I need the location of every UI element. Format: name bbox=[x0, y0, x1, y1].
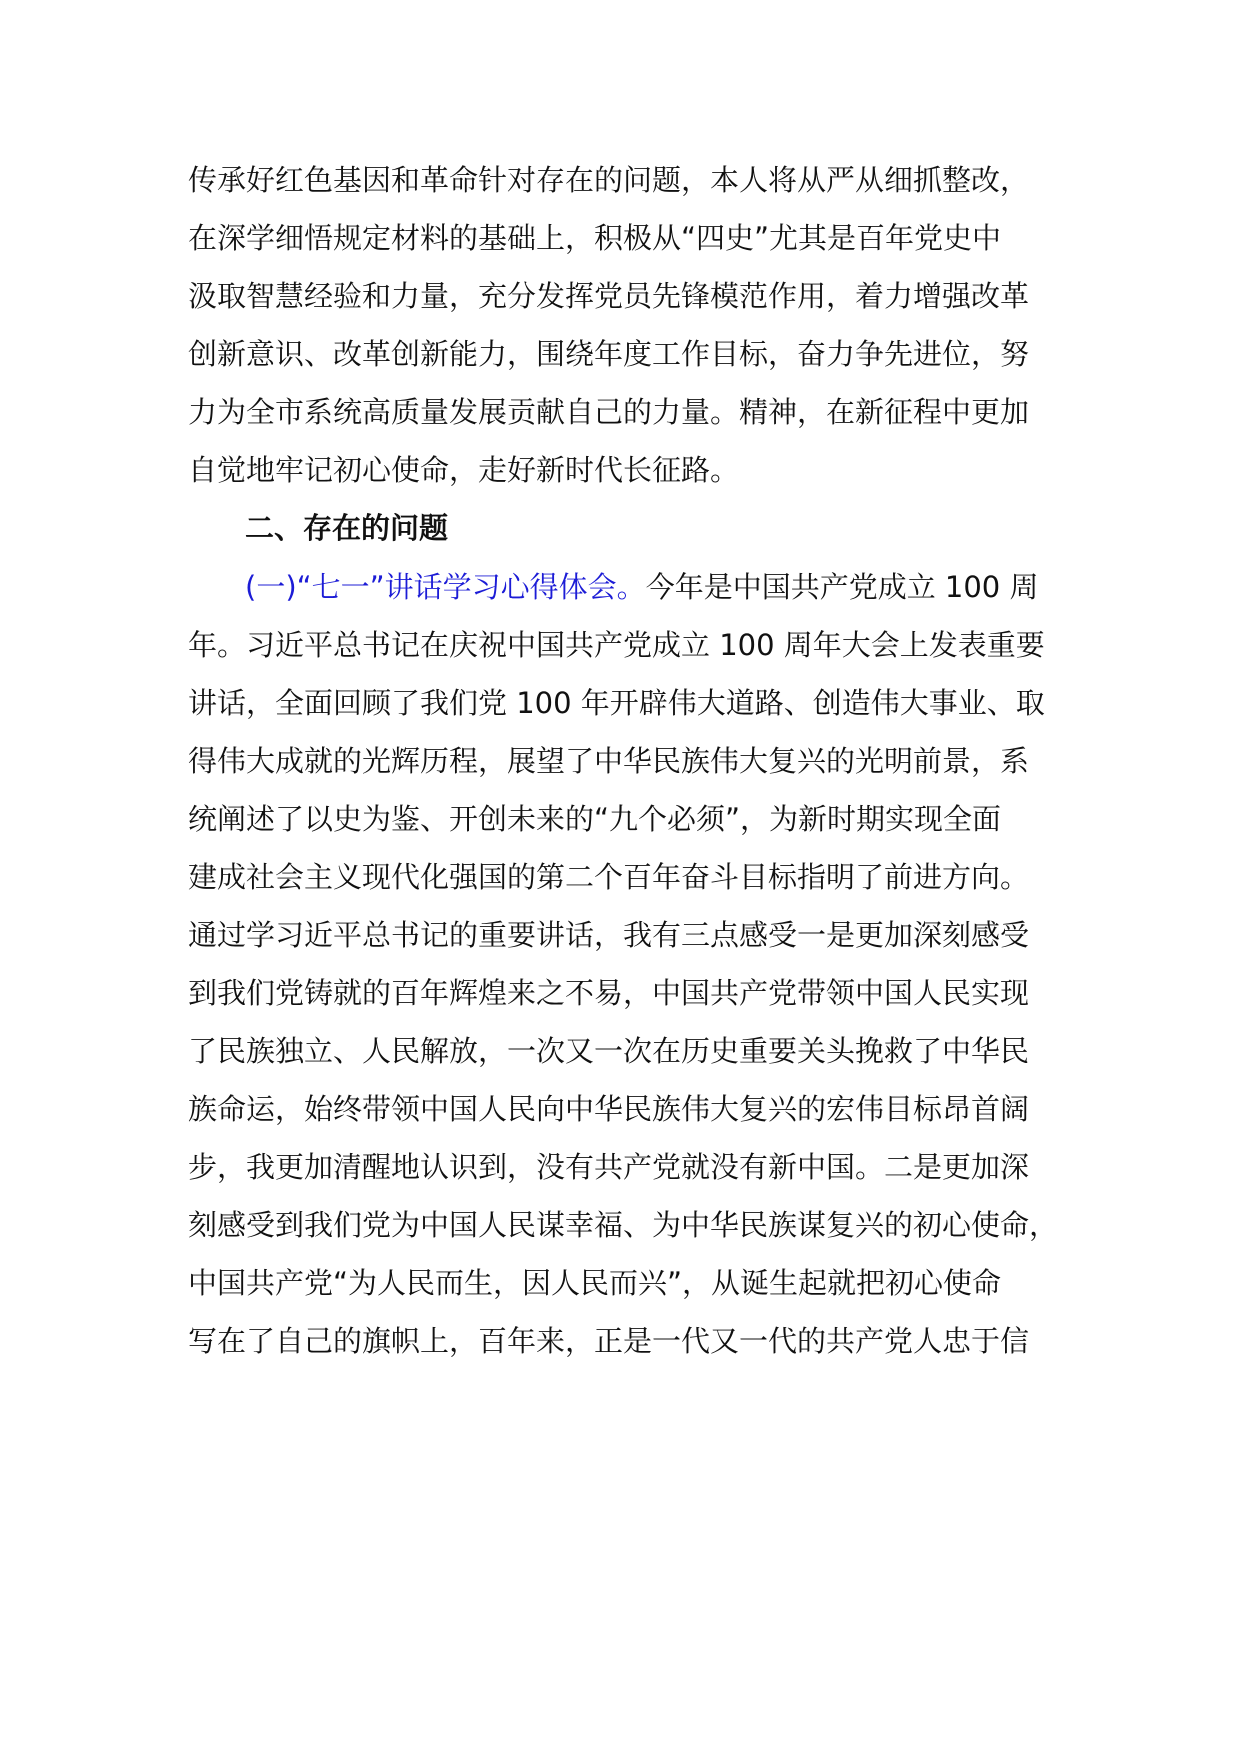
paragraph-line: 通过学习近平总书记的重要讲话，我有三点感受一是更加深刻感受 bbox=[188, 918, 1030, 952]
paragraph-line: 到我们党铸就的百年辉煌来之不易，中国共产党带领中国人民实现 bbox=[188, 976, 1030, 1010]
paragraph-line: 步，我更加清醒地认识到，没有共产党就没有新中国。二是更加深 bbox=[188, 1150, 1030, 1184]
paragraph-line: 自觉地牢记初心使命，走好新时代长征路。 bbox=[188, 453, 740, 487]
paragraph-line: 中国共产党“为人民而生，因人民而兴”，从诞生起就把初心使命 bbox=[188, 1266, 1002, 1300]
paragraph-line: 力为全市系统高质量发展贡献自己的力量。精神，在新征程中更加 bbox=[188, 395, 1030, 429]
paragraph-line: 创新意识、改革创新能力，围绕年度工作目标，奋力争先进位，努 bbox=[188, 337, 1030, 371]
paragraph-line: 讲话，全面回顾了我们党 100 年开辟伟大道路、创造伟大事业、取 bbox=[188, 686, 1045, 720]
paragraph-line: 族命运，始终带领中国人民向中华民族伟大复兴的宏伟目标昂首阔 bbox=[188, 1092, 1030, 1126]
paragraph-line: 统阐述了以史为鉴、开创未来的“九个必须”，为新时期实现全面 bbox=[188, 802, 1002, 836]
subheading-line bbox=[245, 564, 1038, 610]
paragraph-text: 今年是中国共产党成立 100 周 bbox=[645, 570, 1039, 604]
subheading-title: (一)“七一”讲话学习心得体会。 bbox=[245, 570, 646, 604]
paragraph-line: 了民族独立、人民解放，一次又一次在历史重要关头挽救了中华民 bbox=[188, 1034, 1030, 1068]
paragraph-line: 得伟大成就的光辉历程，展望了中华民族伟大复兴的光明前景，系 bbox=[188, 744, 1030, 778]
paragraph-line: 传承好红色基因和革命针对存在的问题，本人将从严从细抓整改， bbox=[188, 163, 1030, 197]
paragraph-line: 汲取智慧经验和力量，充分发挥党员先锋模范作用，着力增强改革 bbox=[188, 279, 1030, 313]
paragraph-line: 写在了自己的旗帜上，百年来，正是一代又一代的共产党人忠于信 bbox=[188, 1324, 1030, 1358]
paragraph-line: 刻感受到我们党为中国人民谋幸福、为中华民族谋复兴的初心使命， bbox=[188, 1208, 1059, 1242]
paragraph-line: 年。习近平总书记在庆祝中国共产党成立 100 周年大会上发表重要 bbox=[188, 628, 1045, 662]
section-heading: 二、存在的问题 bbox=[245, 511, 449, 545]
paragraph-line: 在深学细悟规定材料的基础上，积极从“四史”尤其是百年党史中 bbox=[188, 221, 1002, 255]
paragraph-line: 建成社会主义现代化强国的第二个百年奋斗目标指明了前进方向。 bbox=[188, 860, 1030, 894]
